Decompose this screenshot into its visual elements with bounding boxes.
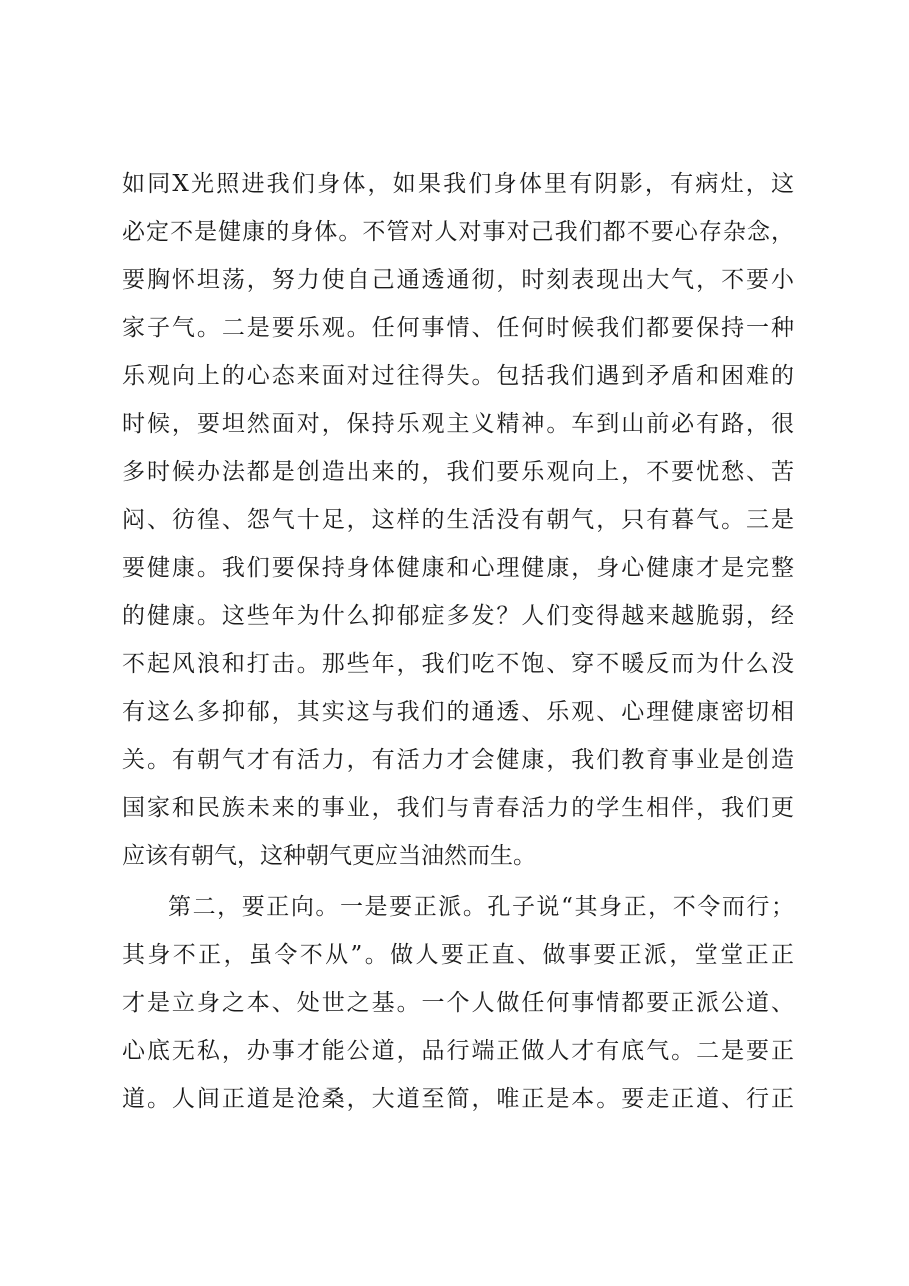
paragraph-2-line: 其身不正，虽令不从”。做人要正直、做事要正派，堂堂正正 bbox=[122, 942, 794, 968]
paragraph-1-line: 时候，要坦然面对，保持乐观主义精神。车到山前必有路，很 bbox=[122, 411, 794, 437]
paragraph-1-line: 闷、彷徨、怨气十足，这样的生活没有朝气，只有暮气。三是 bbox=[122, 507, 794, 533]
paragraph-1-line: 如同X光照进我们身体，如果我们身体里有阴影，有病灶，这 bbox=[122, 171, 794, 197]
paragraph-1-line: 乐观向上的心态来面对过往得失。包括我们遇到矛盾和困难的 bbox=[122, 363, 794, 389]
paragraph-1-line: 不起风浪和打击。那些年，我们吃不饱、穿不暖反而为什么没 bbox=[122, 651, 794, 677]
paragraph-1-line: 关。有朝气才有活力，有活力才会健康，我们教育事业是创造 bbox=[122, 747, 794, 773]
paragraph-1-line: 要健康。我们要保持身体健康和心理健康，身心健康才是完整 bbox=[122, 555, 794, 581]
paragraph-1-line: 必定不是健康的身体。不管对人对事对己我们都不要心存杂念， bbox=[122, 219, 794, 245]
paragraph-1-line: 应该有朝气，这种朝气更应当油然而生。 bbox=[122, 843, 536, 869]
paragraph-2-line: 才是立身之本、处世之基。一个人做任何事情都要正派公道、 bbox=[122, 990, 794, 1016]
paragraph-2-line: 心底无私，办事才能公道，品行端正做人才有底气。二是要正 bbox=[122, 1038, 794, 1064]
paragraph-1-line: 家子气。二是要乐观。任何事情、任何时候我们都要保持一种 bbox=[122, 315, 794, 341]
paragraph-1-line: 有这么多抑郁，其实这与我们的通透、乐观、心理健康密切相 bbox=[122, 699, 794, 725]
paragraph-2-line: 道。人间正道是沧桑，大道至简，唯正是本。要走正道、行正 bbox=[122, 1086, 794, 1112]
paragraph-1-line: 多时候办法都是创造出来的，我们要乐观向上，不要忧愁、苦 bbox=[122, 459, 794, 485]
paragraph-1-line: 的健康。这些年为什么抑郁症多发？人们变得越来越脆弱，经 bbox=[122, 603, 794, 629]
paragraph-2-line: 第二，要正向。一是要正派。孔子说“其身正，不令而行； bbox=[168, 894, 794, 920]
paragraph-1-line: 要胸怀坦荡，努力使自己通透通彻，时刻表现出大气，不要小 bbox=[122, 267, 794, 293]
paragraph-1-line: 国家和民族未来的事业，我们与青春活力的学生相伴，我们更 bbox=[122, 795, 794, 821]
